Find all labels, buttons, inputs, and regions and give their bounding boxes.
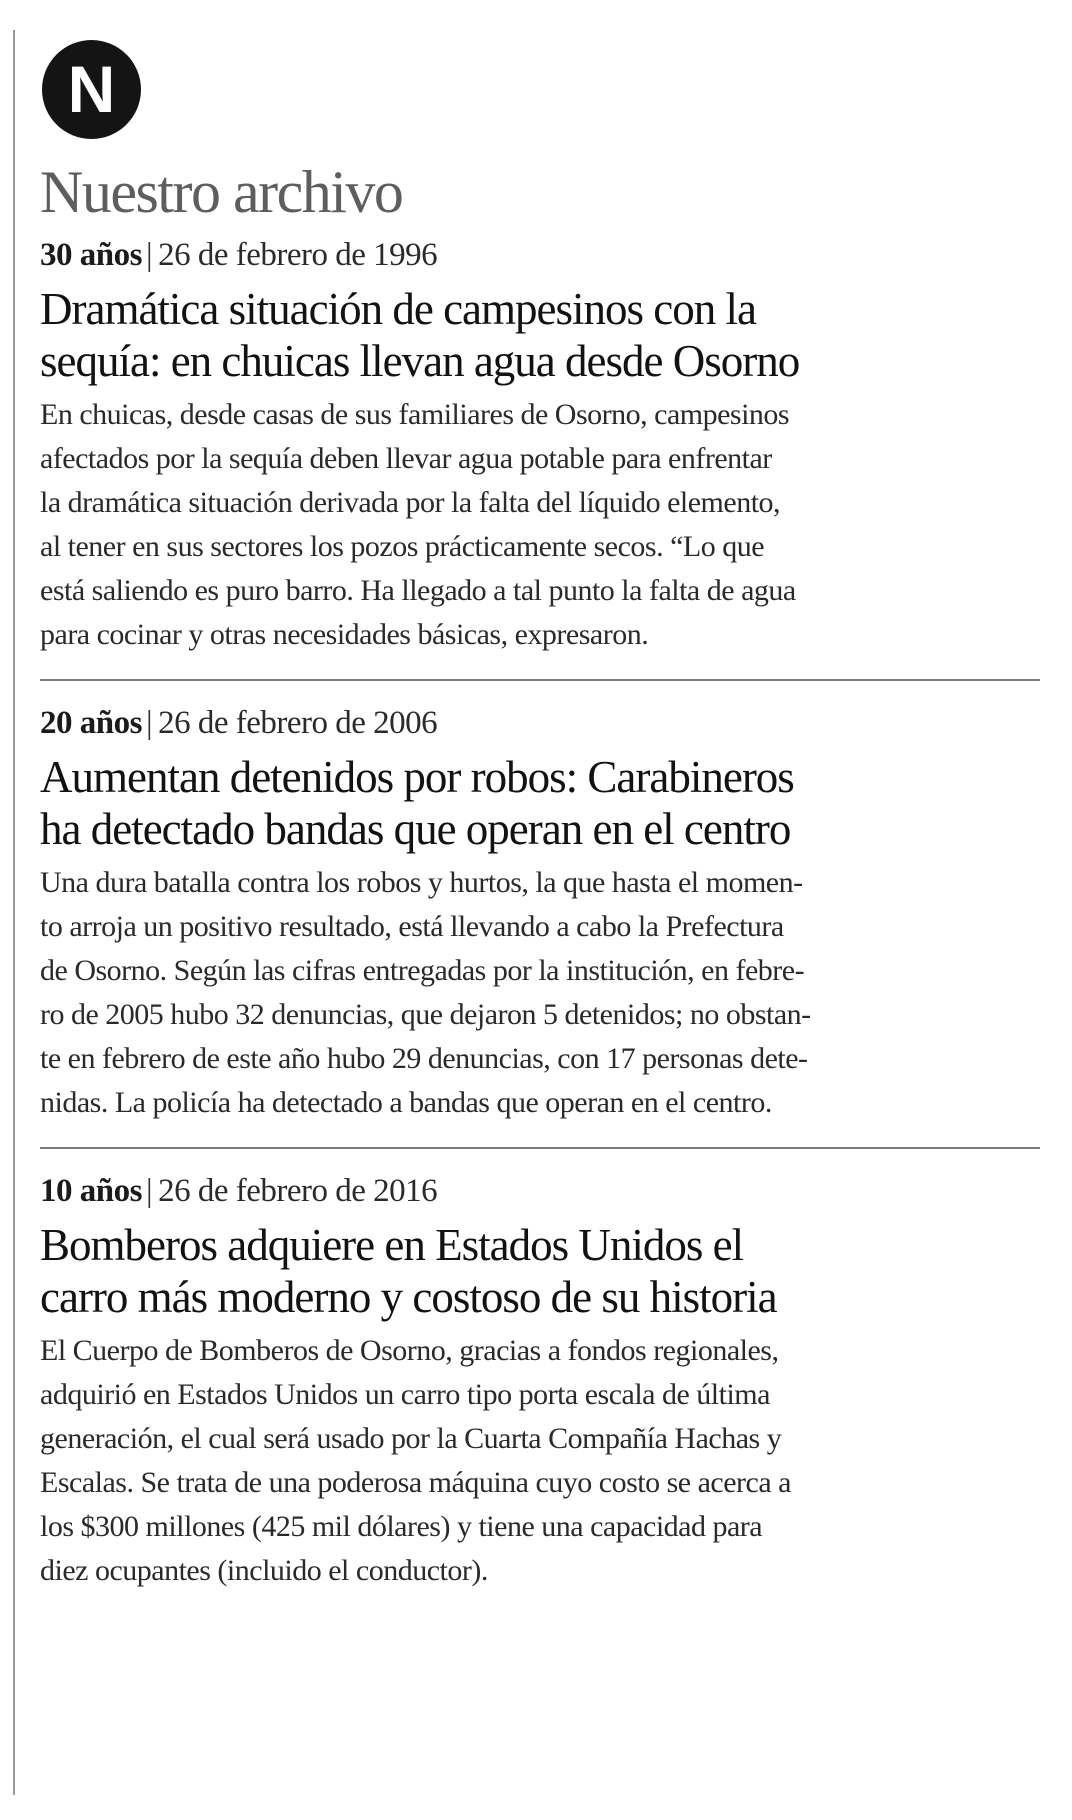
item-date: 26 de febrero de 2016 — [158, 1173, 438, 1209]
body-line: El Cuerpo de Bomberos de Osorno, gracias a fondos regionales, — [40, 1334, 779, 1367]
left-margin-rule — [13, 30, 15, 1795]
newspaper-logo-icon: N — [42, 40, 141, 139]
kicker-separator: | — [145, 1173, 153, 1209]
item-body — [40, 1329, 1040, 1593]
item-years: 30 años — [40, 237, 142, 273]
item-divider — [40, 679, 1040, 681]
item-kicker — [40, 233, 1040, 277]
item-body — [40, 861, 1040, 1125]
item-divider — [40, 1147, 1040, 1149]
archive-column — [40, 40, 1040, 1593]
item-headline[interactable] — [40, 1219, 1040, 1323]
headline-line: carro más moderno y costoso de su historia — [40, 1272, 777, 1322]
item-headline[interactable] — [40, 283, 1040, 387]
body-line: adquirió en Estados Unidos un carro tipo porta escala de última — [40, 1378, 770, 1411]
headline-line: Dramática situación de campesinos con la — [40, 284, 756, 334]
body-line: En chuicas, desde casas de sus familiares de Osorno, campesinos — [40, 398, 790, 431]
headline-line: Aumentan detenidos por robos: Carabineros — [40, 752, 794, 802]
headline-line: Bomberos adquiere en Estados Unidos el — [40, 1220, 744, 1270]
body-line: está saliendo es puro barro. Ha llegado a tal punto la falta de agua — [40, 574, 796, 607]
body-line: Escalas. Se trata de una poderosa máquina cuyo costo se acerca a — [40, 1466, 791, 1499]
section-title: Nuestro archivo — [40, 159, 403, 225]
archive-item — [40, 233, 1040, 657]
item-kicker — [40, 701, 1040, 745]
item-body — [40, 393, 1040, 657]
archive-item — [40, 701, 1040, 1125]
body-line: ro de 2005 hubo 32 denuncias, que dejaron 5 detenidos; no obstan- — [40, 998, 811, 1031]
body-line: la dramática situación derivada por la falta del líquido elemento, — [40, 486, 781, 519]
item-years: 20 años — [40, 705, 142, 741]
body-line: generación, el cual será usado por la Cuarta Compañía Hachas y — [40, 1422, 782, 1455]
body-line: Una dura batalla contra los robos y hurtos, la que hasta el momen- — [40, 866, 803, 899]
body-line: de Osorno. Según las cifras entregadas por la institución, en febre- — [40, 954, 805, 987]
body-line: al tener en sus sectores los pozos prácticamente secos. “Lo que — [40, 530, 765, 563]
headline-line: ha detectado bandas que operan en el centro — [40, 804, 791, 854]
kicker-separator: | — [145, 237, 153, 273]
body-line: afectados por la sequía deben llevar agua potable para enfrentar — [40, 442, 772, 475]
body-line: para cocinar y otras necesidades básicas, expresaron. — [40, 618, 649, 651]
body-line: los $300 millones (425 mil dólares) y tiene una capacidad para — [40, 1510, 763, 1543]
body-line: diez ocupantes (incluido el conductor). — [40, 1554, 488, 1587]
archive-item — [40, 1169, 1040, 1593]
body-line: te en febrero de este año hubo 29 denuncias, con 17 personas dete- — [40, 1042, 808, 1075]
item-date: 26 de febrero de 1996 — [158, 237, 438, 273]
item-kicker — [40, 1169, 1040, 1213]
body-line: nidas. La policía ha detectado a bandas que operan en el centro. — [40, 1086, 772, 1119]
headline-line: sequía: en chuicas llevan agua desde Osorno — [40, 336, 800, 386]
body-line: to arroja un positivo resultado, está llevando a cabo la Prefectura — [40, 910, 784, 943]
item-years: 10 años — [40, 1173, 142, 1209]
item-date: 26 de febrero de 2006 — [158, 705, 438, 741]
item-headline[interactable] — [40, 751, 1040, 855]
kicker-separator: | — [145, 705, 153, 741]
